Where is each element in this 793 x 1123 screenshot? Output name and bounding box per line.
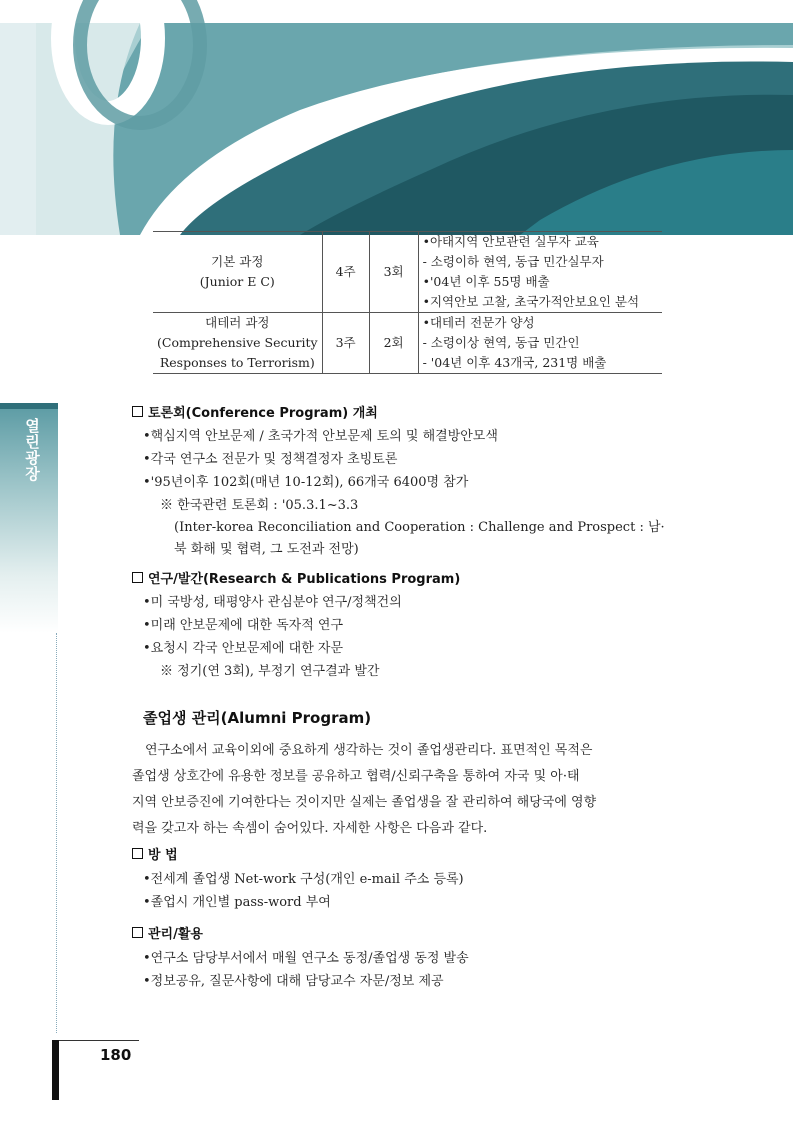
duration-cell: 4주 [322, 232, 369, 313]
list-item: •연구소 담당부서에서 매월 연구소 동정/졸업생 동정 발송 [143, 951, 469, 966]
list-item: •미 국방성, 태평양사 관심분야 연구/정책건의 [143, 595, 402, 610]
course-name-line: Responses to Terrorism) [159, 355, 315, 370]
conference-heading [132, 402, 378, 421]
alumni-section-title: 졸업생 관리(Alumni Program) [143, 709, 372, 727]
duration-cell: 3주 [322, 313, 369, 374]
paragraph-line: 연구소에서 교육이외에 중요하게 생각하는 것이 졸업생관리다. 표면적인 목적은 [145, 743, 593, 758]
course-name-line: (Comprehensive Security [157, 335, 318, 350]
detail-line: - 소령이하 현역, 동급 민간실무자 [422, 254, 604, 269]
course-name-line: (Junior E C) [199, 274, 275, 289]
paragraph-line: 력을 갖고자 하는 속셈이 숨어있다. 자세한 사항은 다음과 같다. [132, 821, 488, 836]
management-heading [132, 923, 203, 942]
detail-line: - 소령이상 현역, 동급 민간인 [422, 335, 580, 350]
checkbox-square-icon [132, 572, 143, 583]
footer-bar [52, 1040, 59, 1100]
checkbox-square-icon [132, 848, 143, 859]
list-item: •핵심지역 안보문제 / 초국가적 안보문제 토의 및 해결방안모색 [143, 429, 498, 444]
checkbox-square-icon [132, 927, 143, 938]
detail-line: •아태지역 안보관련 실무자 교육 [422, 234, 599, 249]
list-item: •미래 안보문제에 대한 독자적 연구 [143, 618, 344, 633]
list-item: •요청시 각국 안보문제에 대한 자문 [143, 641, 344, 656]
page-number: 180 [100, 1046, 132, 1064]
list-item: •각국 연구소 전문가 및 정책결정자 초빙토론 [143, 452, 398, 467]
method-heading [132, 844, 178, 863]
course-name-line: 기본 과정 [211, 254, 264, 269]
course-name-line: 대테러 과정 [205, 315, 270, 330]
list-item: •'95년이후 102회(매년 10-12회), 66개국 6400명 참가 [143, 475, 469, 490]
checkbox-square-icon [132, 406, 143, 417]
margin-dotted-line [56, 633, 57, 1033]
course-table [153, 231, 662, 374]
list-item: •전세계 졸업생 Net-work 구성(개인 e-mail 주소 등록) [143, 872, 464, 887]
method-heading-text: 방 법 [148, 848, 178, 863]
management-heading-text: 관리/활용 [148, 927, 203, 942]
detail-cell [418, 313, 662, 374]
note-line: ※ 한국관련 토론회 : '05.3.1~3.3 [160, 498, 359, 513]
paragraph-line: 지역 안보증진에 기여한다는 것이지만 실제는 졸업생을 잘 관리하여 해당국에 영향 [132, 795, 597, 810]
list-item: •정보공유, 질문사항에 대해 담당교수 자문/정보 제공 [143, 974, 444, 989]
note-line: (Inter-korea Reconciliation and Cooperation : Challenge and Prospect : 남· [174, 520, 665, 535]
note-line: ※ 정기(연 3회), 부정기 연구결과 발간 [160, 664, 380, 679]
detail-cell [418, 232, 662, 313]
paragraph-line: 졸업생 상호간에 유용한 정보를 공유하고 협력/신뢰구축을 통하여 자국 및 아·태 [132, 769, 580, 784]
detail-line: •지역안보 고찰, 초국가적안보요인 분석 [422, 294, 640, 309]
conference-heading-text: 토론회(Conference Program) 개최 [148, 406, 378, 421]
side-tab-top-bar [0, 403, 58, 409]
research-heading-text: 연구/발간(Research & Publications Program) [148, 572, 461, 587]
list-item: •졸업시 개인별 pass-word 부여 [143, 895, 331, 910]
alumni-paragraph [132, 738, 663, 842]
detail-line: - '04년 이후 43개국, 231명 배출 [422, 355, 607, 370]
detail-line: •'04년 이후 55명 배출 [422, 274, 550, 289]
header-decoration [0, 0, 793, 235]
table-row [153, 313, 662, 374]
note-line: 북 화해 및 협력, 그 도전과 전망) [174, 542, 359, 557]
course-name-cell [153, 313, 322, 374]
side-tab-label: 열린광장 [23, 418, 41, 482]
course-name-cell [153, 232, 322, 313]
footer-rule [59, 1040, 139, 1041]
research-heading [132, 568, 460, 587]
table-row [153, 232, 662, 313]
detail-line: •대테러 전문가 양성 [422, 315, 535, 330]
count-cell: 2회 [369, 313, 418, 374]
count-cell: 3회 [369, 232, 418, 313]
